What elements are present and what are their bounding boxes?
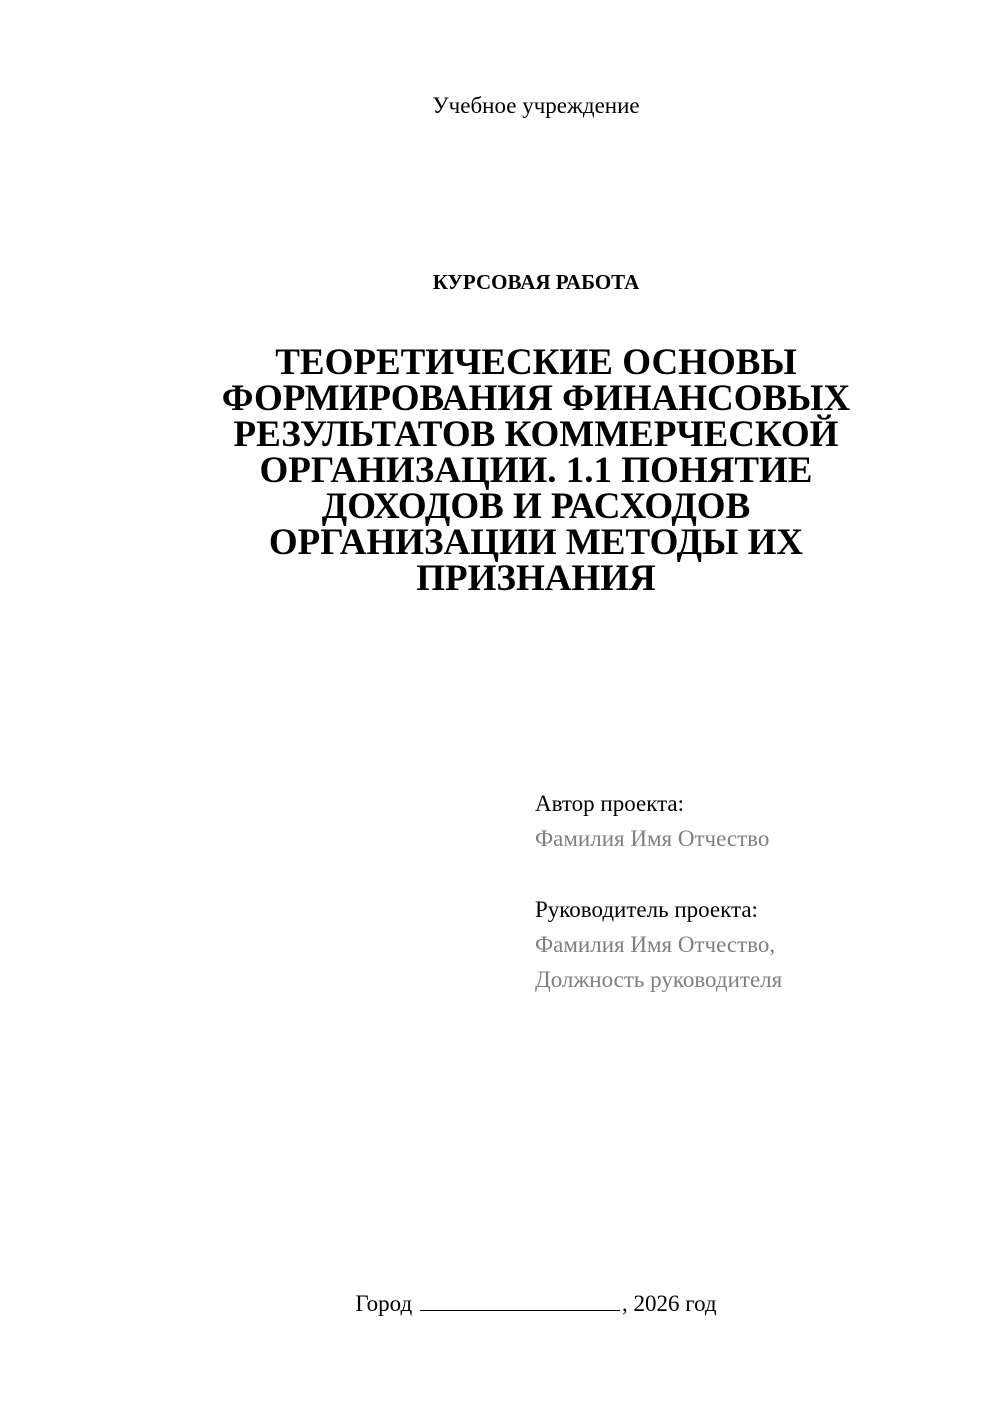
work-title-line: ФОРМИРОВАНИЯ ФИНАНСОВЫХ bbox=[221, 378, 851, 419]
work-type: КУРСОВАЯ РАБОТА bbox=[432, 270, 640, 294]
work-title bbox=[200, 342, 872, 599]
work-title-line: ПРИЗНАНИЯ bbox=[416, 558, 656, 599]
supervisor-label: Руководитель проекта: bbox=[535, 897, 758, 922]
work-title-line: РЕЗУЛЬТАТОВ КОММЕРЧЕСКОЙ bbox=[233, 414, 839, 455]
city-year-line bbox=[0, 1288, 1000, 1319]
work-title-line: ТЕОРЕТИЧЕСКИЕ ОСНОВЫ bbox=[275, 342, 797, 383]
city-blank-line bbox=[420, 1288, 620, 1311]
supervisor-name: Фамилия Имя Отчество, bbox=[535, 932, 776, 957]
supervisor-block bbox=[535, 892, 955, 997]
author-block bbox=[535, 786, 955, 856]
work-title-line: ДОХОДОВ И РАСХОДОВ bbox=[321, 486, 751, 527]
work-title-line: ОРГАНИЗАЦИИ МЕТОДЫ ИХ bbox=[268, 522, 804, 563]
supervisor-position: Должность руководителя bbox=[535, 967, 783, 992]
author-name: Фамилия Имя Отчество bbox=[535, 826, 770, 851]
institution-name: Учебное учреждение bbox=[432, 93, 640, 118]
author-label: Автор проекта: bbox=[535, 791, 684, 816]
year-text: , 2026 год bbox=[621, 1291, 717, 1316]
city-label: Город bbox=[355, 1291, 413, 1316]
work-title-line: ОРГАНИЗАЦИИ. 1.1 ПОНЯТИЕ bbox=[259, 450, 813, 491]
